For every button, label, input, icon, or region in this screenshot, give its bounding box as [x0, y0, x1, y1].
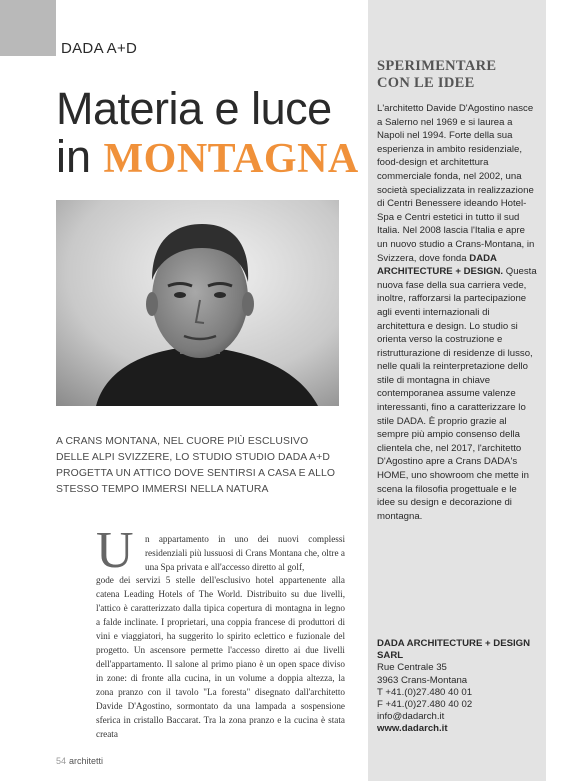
portrait-photo	[56, 200, 339, 406]
magazine-name: architetti	[69, 756, 104, 766]
sidebar-heading	[377, 58, 542, 92]
section-label: DADA A+D	[61, 40, 138, 57]
sidebar-biography	[377, 102, 537, 523]
contact-city: 3963 Crans-Montana	[377, 674, 468, 686]
contact-fax: F +41.(0)27.480 40 02	[377, 699, 473, 711]
article-body-intro: n appartamento in uno dei nuovi complessi residenziali più lussuosi di Crans Montana che, oltre a una Spa privata e all'accesso diretto al golf,	[145, 534, 345, 572]
contact-company: DADA ARCHITECTURE + DESIGN SARL	[377, 638, 531, 662]
contact-email[interactable]: info@dadarch.it	[377, 711, 445, 723]
page-number: 54	[56, 756, 67, 766]
article-title-line2	[56, 131, 359, 182]
article-title-line1: Materia e luce	[56, 83, 332, 134]
bio-text-2: Questa nuova fase della sua carriera vede, inoltre, rafforzarsi la partecipazione agli eventi internazionali di architettura e design. Lo studio si orienta verso la costruzione e ristrutturazione di residenze di lusso, nelle quali la reinterpretazione dello stile di montagna in chiave contemporanea assume valenze interessanti, fino a caratterizzare lo stile DADA. È proprio grazie al sempre più ampio consenso della clientela che, nel 2017, l'architetto D'Agostino apre a Crans DADA's HOME, uno showroom che mette in scena la filosofia progettuale e le idee su design e decorazione di montagna.	[377, 266, 537, 522]
sidebar-heading-line1: SPERIMENTARE	[377, 58, 497, 74]
drop-cap: U	[96, 522, 134, 579]
contact-street: Rue Centrale 35	[377, 662, 447, 674]
lead-paragraph: A CRANS MONTANA, NEL CUORE PIÙ ESCLUSIVO DELLE ALPI SVIZZERE, LO STUDIO STUDIO DADA A+D PROGETTA UN ATTICO DOVE SENTIRSI A CASA E ALLO STESSO TEMPO IMMERSI NELLA NATURA	[56, 436, 336, 495]
sidebar-heading-line2: CON LE IDEE	[377, 75, 475, 91]
portrait-illustration	[56, 200, 339, 406]
title-highlight: MONTAGNA	[103, 136, 359, 182]
bio-text-1: L'architetto Davide D'Agostino nasce a Salerno nel 1969 e si laurea a Napoli nel 1994. Forte della sua esperienza in ambito residenziale, food-design et architettura commerciale fonda, nel 2002, una società specializzata in realizzazione di Centri Benessere ideando Hotel-Spa e Centri estetici in tutto il sud Italia. Nel 2008 lascia l'Italia e apre un nuovo studio a Crans-Montana, in Svizzera, dove fonda	[377, 103, 535, 264]
title-prefix: in	[56, 131, 104, 182]
contact-phone: T +41.(0)27.480 40 01	[377, 686, 473, 698]
contact-website[interactable]: www.dadarch.it	[377, 723, 448, 735]
corner-block	[0, 0, 56, 56]
contact-block	[377, 638, 537, 736]
article-body: gode dei servizi 5 stelle dell'esclusivo hotel appartenente alla catena Leading Hotels of The World. Distribuito su due livelli, l'attico è caratterizzato dalla tipica copertura di montagna in legno a falde inclinate. I proprietari, una coppia francese di produttori di vini e viaggiatori, ha suggerito lo spirito eclettico e fuzionale del progetto. Un ascensore permette l'accesso diretto ai due livelli dell'appartamento. Il salone al primo piano è un open space diviso in zone: di fronte alla cucina, in un volume a doppia altezza, la zona pranzo con il tavolo "La foresta" disegnato dall'architetto Davide D'Agostino, sormontato da una lampada a sospensione sferica in cristallo Baccarat. Tra la zona pranzo e la cucina è stata creata	[96, 575, 345, 739]
bio-studio-name: DADA ARCHITECTURE + DESIGN.	[377, 252, 504, 278]
page-footer	[56, 756, 103, 766]
